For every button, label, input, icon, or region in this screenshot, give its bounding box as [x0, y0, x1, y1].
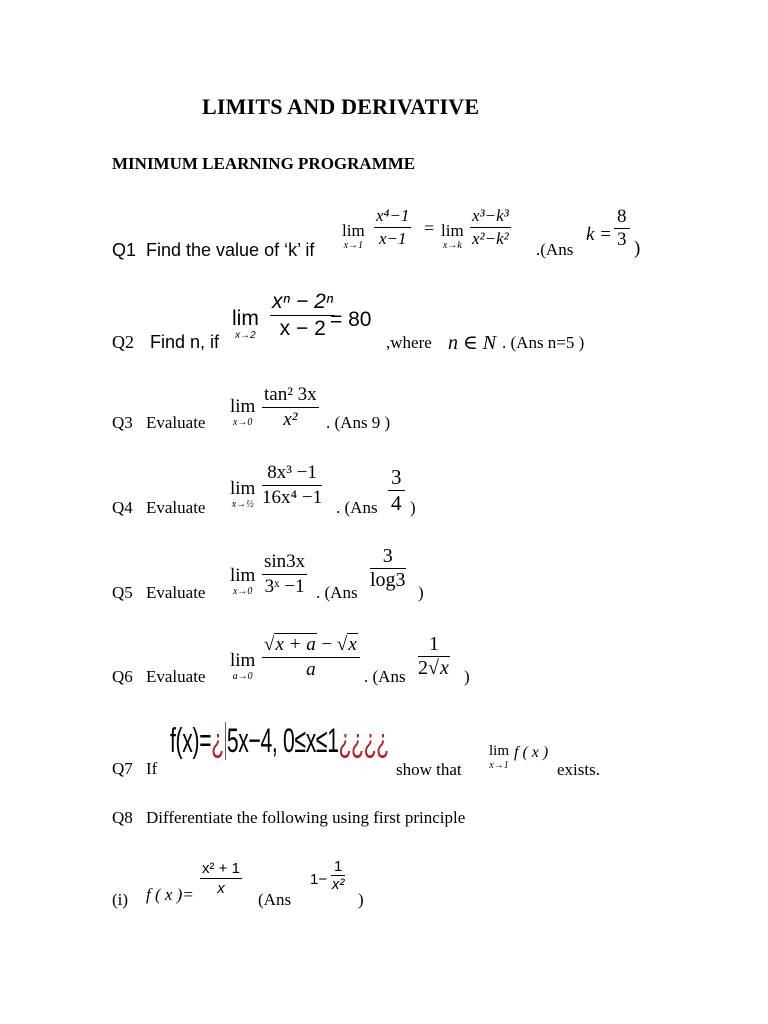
q1-answer-close: )	[634, 238, 641, 259]
q7-piecewise-function: f(x)=¿5x−4, 0≤x≤1¿¿¿¿	[170, 722, 389, 760]
q6-answer-open: . (Ans	[364, 667, 406, 686]
q2-label: Q2	[112, 332, 134, 352]
q5-text: Evaluate	[146, 583, 206, 602]
q5-fraction: $\frac{\sin 3x}{\text{3ˣ −1}}$	[264, 551, 306, 597]
q1-fraction-2: $\frac{\text{x³−k³}}{\text{x²−k²}}$	[472, 206, 509, 248]
part-i-answer-prefix: 1−	[310, 871, 328, 888]
q6-limit: lim a→0	[230, 650, 256, 682]
part-i-label: (i)	[112, 890, 129, 909]
part-i-answer-open: (Ans	[258, 890, 292, 909]
q4-answer-fraction: $\frac{3}{4}$	[388, 465, 405, 516]
part-i-function: f ( x )=	[146, 885, 194, 904]
q2-text: Find n, if	[150, 332, 220, 352]
q6-fraction: $\frac{√x + a - √x}{a}$	[262, 634, 360, 681]
q3-fraction: $\frac{\text{tan² 3x}}{\text{x²}}$	[264, 384, 317, 430]
q2-fraction: $\frac{\text{xⁿ − 2ⁿ}}{x - 2}$	[272, 290, 334, 340]
q3-label: Q3	[112, 413, 133, 432]
q5-answer-open: . (Ans	[316, 583, 358, 602]
q2-condition: n ∈ N	[448, 332, 497, 354]
q6-answer-fraction: $\frac{1}{2√x}$	[418, 633, 449, 679]
q1-text: Find the value of ‘k’ if	[146, 240, 315, 260]
q1-limit-2: lim x→k	[441, 221, 464, 251]
q5-answer-close: )	[418, 583, 424, 602]
q4-text: Evaluate	[146, 498, 206, 517]
q5-answer-fraction: $\frac{3}{\log 3}$	[370, 545, 406, 591]
q3-answer: . (Ans 9 )	[326, 413, 391, 432]
part-i-answer-close: )	[358, 890, 364, 909]
q2-where: ,where	[386, 333, 432, 352]
q1-fraction-1: $\frac{\text{x⁴−1}}{x-1}$	[376, 206, 410, 248]
q1-answer-fraction: $\frac{8}{3}$	[614, 206, 630, 251]
q4-fraction: $\frac{\text{8x³ −1}}{\text{16x⁴ −1}}$	[262, 462, 323, 508]
q5-limit: lim x→0	[230, 565, 256, 597]
q5-label: Q5	[112, 583, 133, 602]
q8-text: Differentiate the following using first principle	[146, 808, 466, 827]
q1-equals: =	[424, 218, 435, 238]
q1-limit-1: lim x→1	[342, 221, 365, 251]
page-title: LIMITS AND DERIVATIVE	[202, 94, 480, 119]
q7-show-that: show that	[396, 760, 462, 779]
q4-answer-close: )	[410, 498, 416, 517]
q2-rhs: = 80	[330, 308, 372, 331]
section-subtitle: MINIMUM LEARNING PROGRAMME	[112, 154, 416, 173]
q7-label: Q7	[112, 759, 133, 778]
q7-text: If	[146, 759, 158, 778]
q6-label: Q6	[112, 667, 133, 686]
q7-limit-function: f ( x )	[514, 744, 549, 761]
q4-limit: lim x→½	[230, 478, 256, 510]
q2-limit: lim x→2	[232, 307, 259, 341]
q6-text: Evaluate	[146, 667, 206, 686]
q2-answer: . (Ans n=5 )	[502, 333, 585, 352]
q7-exists: exists.	[557, 760, 600, 779]
q3-text: Evaluate	[146, 413, 206, 432]
q4-answer-open: . (Ans	[336, 498, 378, 517]
q6-answer-close: )	[464, 667, 470, 686]
q1-answer-lhs: k =	[586, 224, 613, 245]
q1-answer-open: .(Ans	[536, 240, 574, 259]
part-i-answer-fraction: $\frac{1}{\text{x²}}$	[331, 858, 345, 893]
q4-label: Q4	[112, 498, 133, 517]
q3-limit: lim x→0	[230, 396, 256, 428]
part-i-fraction: $\frac{\text{x² + 1}}{x}$	[202, 860, 240, 897]
q1-label: Q1	[112, 240, 137, 260]
q8-label: Q8	[112, 808, 133, 827]
q7-limit: lim x→1	[489, 743, 510, 771]
